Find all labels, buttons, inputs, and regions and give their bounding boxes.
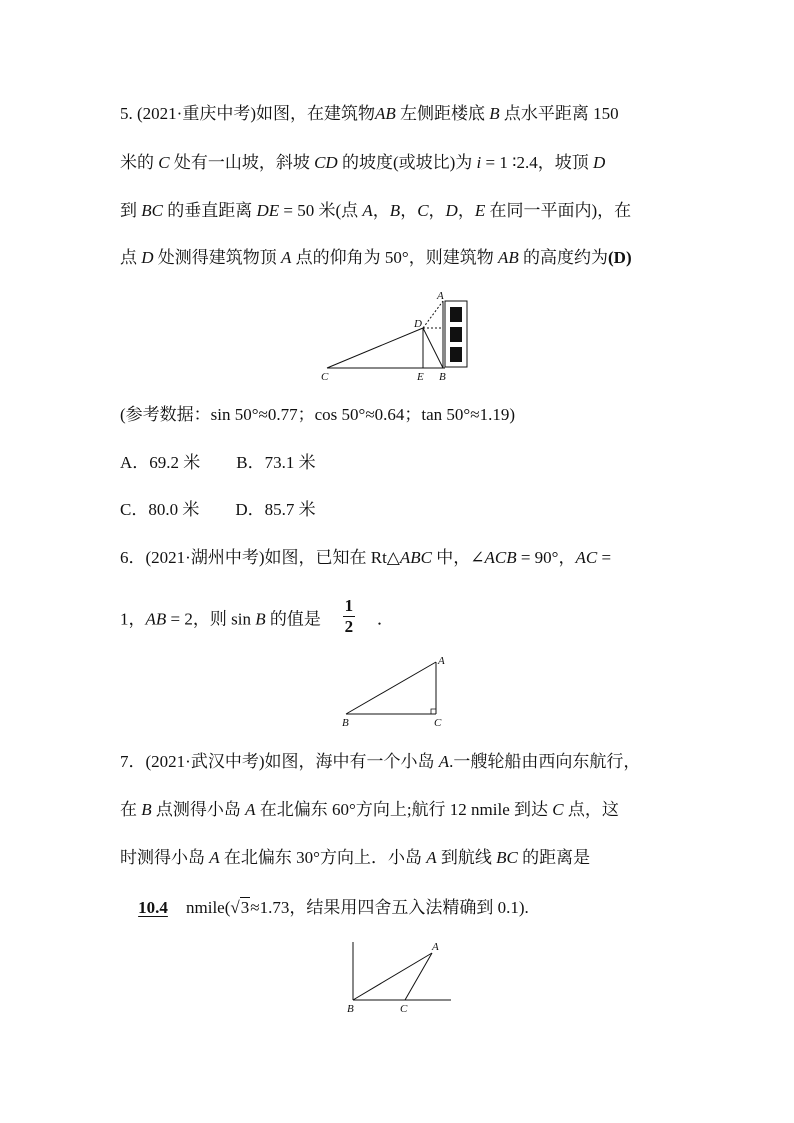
q6-text: 1，	[120, 609, 146, 629]
q5-text: 在同一平面内)，在	[485, 201, 632, 220]
q5-var-b: B	[489, 104, 500, 123]
q5-var-c: C	[417, 201, 429, 220]
q7-var-b: B	[141, 800, 152, 819]
q6-answer-fraction	[343, 596, 356, 637]
q5-var-d: D	[141, 248, 154, 267]
q5-var-ab: AB	[374, 104, 396, 123]
q6-line-1	[120, 546, 611, 570]
q5-reference-data: (参考数据：sin 50°≈0.77；cos 50°≈0.64；tan 50°≈1.19)	[120, 405, 515, 424]
q5-text: ，	[400, 201, 418, 220]
q6-label-c: C	[434, 717, 442, 729]
q7-line-3	[120, 846, 590, 870]
q7-label-b: B	[347, 1003, 354, 1015]
q6-label-a: A	[438, 655, 445, 667]
q5-var-c: C	[158, 153, 170, 172]
q5-text: 点的仰角为 50°，则建筑物	[291, 248, 498, 267]
q5-slope-cd	[327, 328, 423, 368]
q5-text: 到	[120, 201, 142, 220]
q7-var-a: A	[245, 800, 256, 819]
q6-answer-blank	[321, 596, 377, 641]
q7-sqrt-radicand: 3	[240, 898, 250, 917]
q5-var-a: A	[362, 201, 373, 220]
q5-segment-db	[423, 328, 443, 368]
q6-text: ．	[376, 609, 394, 629]
q5-var-d: D	[445, 201, 458, 220]
q7-text: 在	[120, 800, 142, 819]
q5-line-2	[120, 151, 605, 175]
q6-label-b: B	[342, 717, 349, 729]
q5-text: 左侧距楼底	[395, 104, 490, 123]
q5-text: 米的	[120, 153, 159, 172]
q5-var-b: B	[389, 201, 401, 220]
q7-text: 点测得小岛	[151, 800, 246, 819]
q5-options-row-1	[120, 451, 316, 475]
q7-text: 时测得小岛	[120, 848, 210, 867]
q5-text: 点	[120, 248, 142, 267]
q5-label-c: C	[321, 371, 329, 383]
q5-text: = 50 米(点	[279, 201, 363, 220]
q5-text: = 1 ∶2.4，坡顶	[481, 153, 594, 172]
q5-text: ，	[372, 201, 390, 220]
q6-text: = 90°，	[516, 548, 576, 567]
q5-var-e: E	[474, 201, 486, 220]
q6-answer-numerator: 1	[344, 596, 354, 615]
q5-line-1	[120, 102, 619, 126]
q5-var-cd: CD	[314, 153, 338, 172]
q6-answer-denominator: 2	[344, 617, 354, 636]
q5-building-window	[450, 327, 462, 342]
q6-text: 中，∠	[431, 548, 485, 567]
q6-text: =	[597, 548, 612, 567]
q5-option-a: A．69.2 米	[120, 453, 201, 472]
q5-label-b: B	[439, 371, 446, 383]
q7-sqrt-sign: √	[230, 898, 240, 917]
q5-options-row-2	[120, 498, 316, 522]
q7-segment-ca	[405, 953, 432, 1000]
q5-var-de: DE	[256, 201, 280, 220]
q5-var-d: D	[593, 153, 606, 172]
q5-option-b: B．73.1 米	[236, 453, 316, 472]
q7-figure	[343, 938, 458, 1020]
q5-var-i: i	[476, 153, 482, 172]
q5-figure	[315, 288, 485, 388]
q7-text: nmile(	[186, 898, 231, 917]
q7-text: 点，这	[563, 800, 619, 819]
q5-answer: (D)	[608, 248, 632, 267]
q5-text: 的高度约为	[518, 248, 609, 267]
q7-label-a: A	[432, 941, 439, 953]
q6-var-ab: AB	[145, 609, 167, 629]
q5-text: 的垂直距离	[162, 201, 257, 220]
q7-segment-ba	[353, 953, 432, 1000]
q5-sight-line-da	[423, 301, 443, 328]
q5-label-a: A	[437, 290, 444, 302]
q7-text: .一艘轮船由西向东航行，	[449, 752, 641, 771]
q7-answer-blank: 10.4	[138, 898, 168, 917]
q6-text: = 2，则 sin	[166, 609, 256, 629]
q7-text: 在北偏东 60°方向上;航行 12 nmile 到达	[255, 800, 553, 819]
q5-text: ，	[457, 201, 475, 220]
q7-var-a: A	[426, 848, 437, 867]
q7-var-a: A	[438, 752, 450, 771]
q7-label-c: C	[400, 1003, 408, 1015]
q6-text: 的值是	[265, 609, 321, 629]
q5-text: 点水平距离 150	[499, 104, 619, 123]
q7-line-4	[120, 896, 529, 920]
q5-text: ，	[428, 201, 446, 220]
q5-text: 处有一山坡，斜坡	[169, 153, 315, 172]
q7-line-2	[120, 798, 619, 822]
q5-var-a: A	[281, 248, 292, 267]
q6-var-b: B	[255, 609, 266, 629]
q7-var-bc: BC	[496, 848, 518, 867]
q6-figure	[338, 654, 458, 730]
q7-text: ≈1.73，结果用四舍五入法精确到 0.1).	[250, 898, 529, 917]
q5-var-ab: AB	[497, 248, 519, 267]
q7-text: 在北偏东 30°方向上．小岛	[219, 848, 427, 867]
q6-segment-ab	[346, 662, 436, 714]
q5-text: 处测得建筑物顶	[153, 248, 282, 267]
q5-option-c: C．80.0 米	[120, 500, 200, 519]
q6-var-abc: ABC	[399, 548, 432, 567]
q6-var-ac: AC	[575, 548, 598, 567]
q6-line-2	[120, 596, 394, 641]
q6-var-acb: ACB	[484, 548, 517, 567]
q5-text: 的坡度(或坡比)为	[337, 153, 477, 172]
q7-line-1	[120, 750, 640, 774]
q6-text: 6．(2021·湖州中考)如图，已知在 Rt△	[120, 548, 400, 567]
q6-right-angle-mark	[431, 709, 436, 714]
q5-line-3	[120, 199, 631, 223]
q5-line-4	[120, 246, 632, 270]
q5-text: 5. (2021·重庆中考)如图，在建筑物	[120, 104, 375, 123]
q5-label-e: E	[417, 371, 424, 383]
q5-label-d: D	[414, 318, 422, 330]
q7-text: 的距离是	[517, 848, 591, 867]
q7-var-c: C	[552, 800, 564, 819]
q7-var-a: A	[209, 848, 220, 867]
q7-text: 7．(2021·武汉中考)如图，海中有一个小岛	[120, 752, 439, 771]
q5-var-bc: BC	[141, 201, 163, 220]
q5-building-window	[450, 347, 462, 362]
q5-building-window	[450, 307, 462, 322]
q7-text: 到航线	[436, 848, 497, 867]
q5-option-d: D．85.7 米	[235, 500, 316, 519]
